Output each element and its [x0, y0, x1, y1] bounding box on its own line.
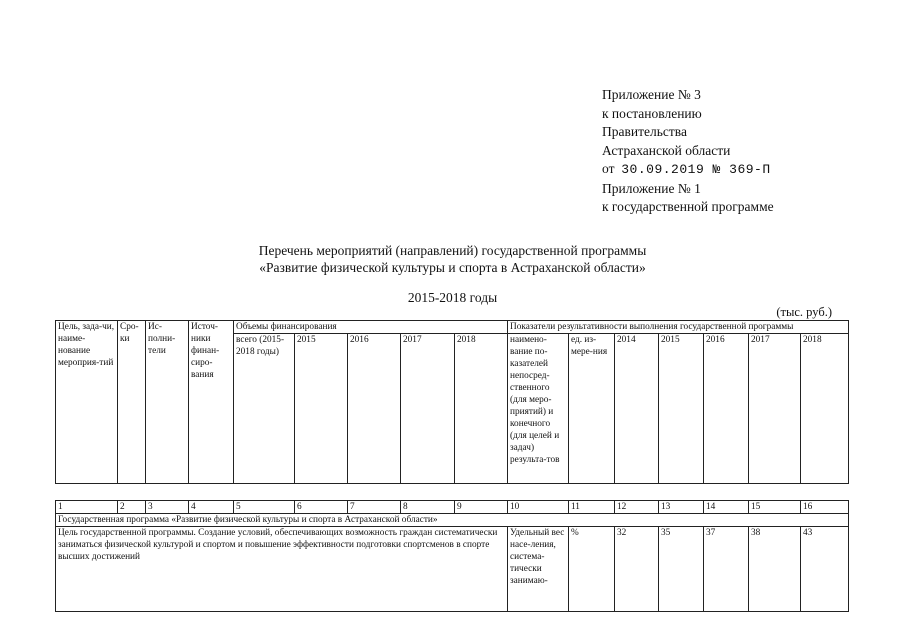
- header-funding-2016: 2016: [348, 334, 401, 484]
- goal-unit: %: [569, 527, 615, 612]
- column-number: 10: [508, 501, 569, 514]
- goal-value-2017: 38: [749, 527, 801, 612]
- body-table: [55, 500, 849, 612]
- header-terms: Сро-ки: [118, 321, 146, 484]
- appendix-date: 30.09.2019 № 369-П: [621, 162, 771, 177]
- column-number: 9: [455, 501, 508, 514]
- header-indicator-name: наимено-вание по-казателей непосред-ственного (для меро-приятий) и конечного (для целей и задач) результа-тов: [508, 334, 569, 484]
- title-line-2: «Развитие физической культуры и спорта в Астраханской области»: [259, 260, 646, 275]
- goal-value-2015: 35: [659, 527, 704, 612]
- column-number: 4: [189, 501, 234, 514]
- header-indicator-2016: 2016: [704, 334, 749, 484]
- column-number: 13: [659, 501, 704, 514]
- units-label: (тыс. руб.): [776, 305, 832, 319]
- appendix-line-7: к государственной программе: [602, 199, 774, 214]
- column-number: 15: [749, 501, 801, 514]
- header-goal: Цель, зада-чи, наиме-нование мероприя-тий: [56, 321, 118, 484]
- title-line-1: Перечень мероприятий (направлений) государственной программы: [258, 243, 647, 258]
- goal-value-2014: 32: [615, 527, 659, 612]
- header-indicator-unit: ед. из-мере-ния: [569, 334, 615, 484]
- header-funding-2017: 2017: [401, 334, 455, 484]
- column-number: 6: [295, 501, 348, 514]
- header-indicators-group: Показатели результативности выполнения государственной программы: [508, 321, 849, 334]
- header-indicator-2017: 2017: [749, 334, 801, 484]
- column-number: 3: [146, 501, 189, 514]
- appendix-line-2: к постановлению: [602, 105, 702, 121]
- appendix-line-6: Приложение № 1: [602, 180, 701, 196]
- header-table: [55, 320, 849, 484]
- header-executors: Ис-полни-тели: [146, 321, 189, 484]
- program-row: [56, 514, 849, 527]
- column-number: 2: [118, 501, 146, 514]
- goal-value-2018: 43: [801, 527, 849, 612]
- goal-value-2016: 37: [704, 527, 749, 612]
- header-indicator-2018: 2018: [801, 334, 849, 484]
- column-number: 16: [801, 501, 849, 514]
- goal-row: [56, 527, 849, 612]
- column-number: 11: [569, 501, 615, 514]
- appendix-line-4: Астраханской области: [602, 142, 731, 158]
- document-title: [0, 242, 905, 276]
- header-sources: Источ-ники финан-сиро-вания: [189, 321, 234, 484]
- goal-text: Цель государственной программы. Создание условий, обеспечивающих возможность граждан систематически заниматься физической культурой и спортом и повышение эффективности подготовки спортсменов в спорте высших достижений: [56, 527, 508, 612]
- appendix-date-prefix: от: [602, 161, 615, 176]
- column-number: 14: [704, 501, 749, 514]
- appendix-line-5: [602, 160, 774, 180]
- program-title: Государственная программа «Развитие физической культуры и спорта в Астраханской области»: [56, 514, 849, 527]
- column-number: 8: [401, 501, 455, 514]
- goal-indicator: Удельный вес насе-ления, система-тически занимаю-: [508, 527, 569, 612]
- column-numbers-row: [56, 501, 849, 514]
- column-number: 12: [615, 501, 659, 514]
- header-funding-group: Объемы финансирования: [234, 321, 508, 334]
- header-funding-2015: 2015: [295, 334, 348, 484]
- header-indicator-2014: 2014: [615, 334, 659, 484]
- header-indicator-2015: 2015: [659, 334, 704, 484]
- appendix-line-1: Приложение № 3: [602, 87, 701, 102]
- column-number: 7: [348, 501, 401, 514]
- header-funding-2018: 2018: [455, 334, 508, 484]
- header-funding-total: всего (2015-2018 годы): [234, 334, 295, 484]
- appendix-line-3: Правительства: [602, 124, 687, 139]
- column-number: 1: [56, 501, 118, 514]
- period-label: 2015-2018 годы: [407, 290, 498, 305]
- column-number: 5: [234, 501, 295, 514]
- appendix-block: [602, 86, 774, 217]
